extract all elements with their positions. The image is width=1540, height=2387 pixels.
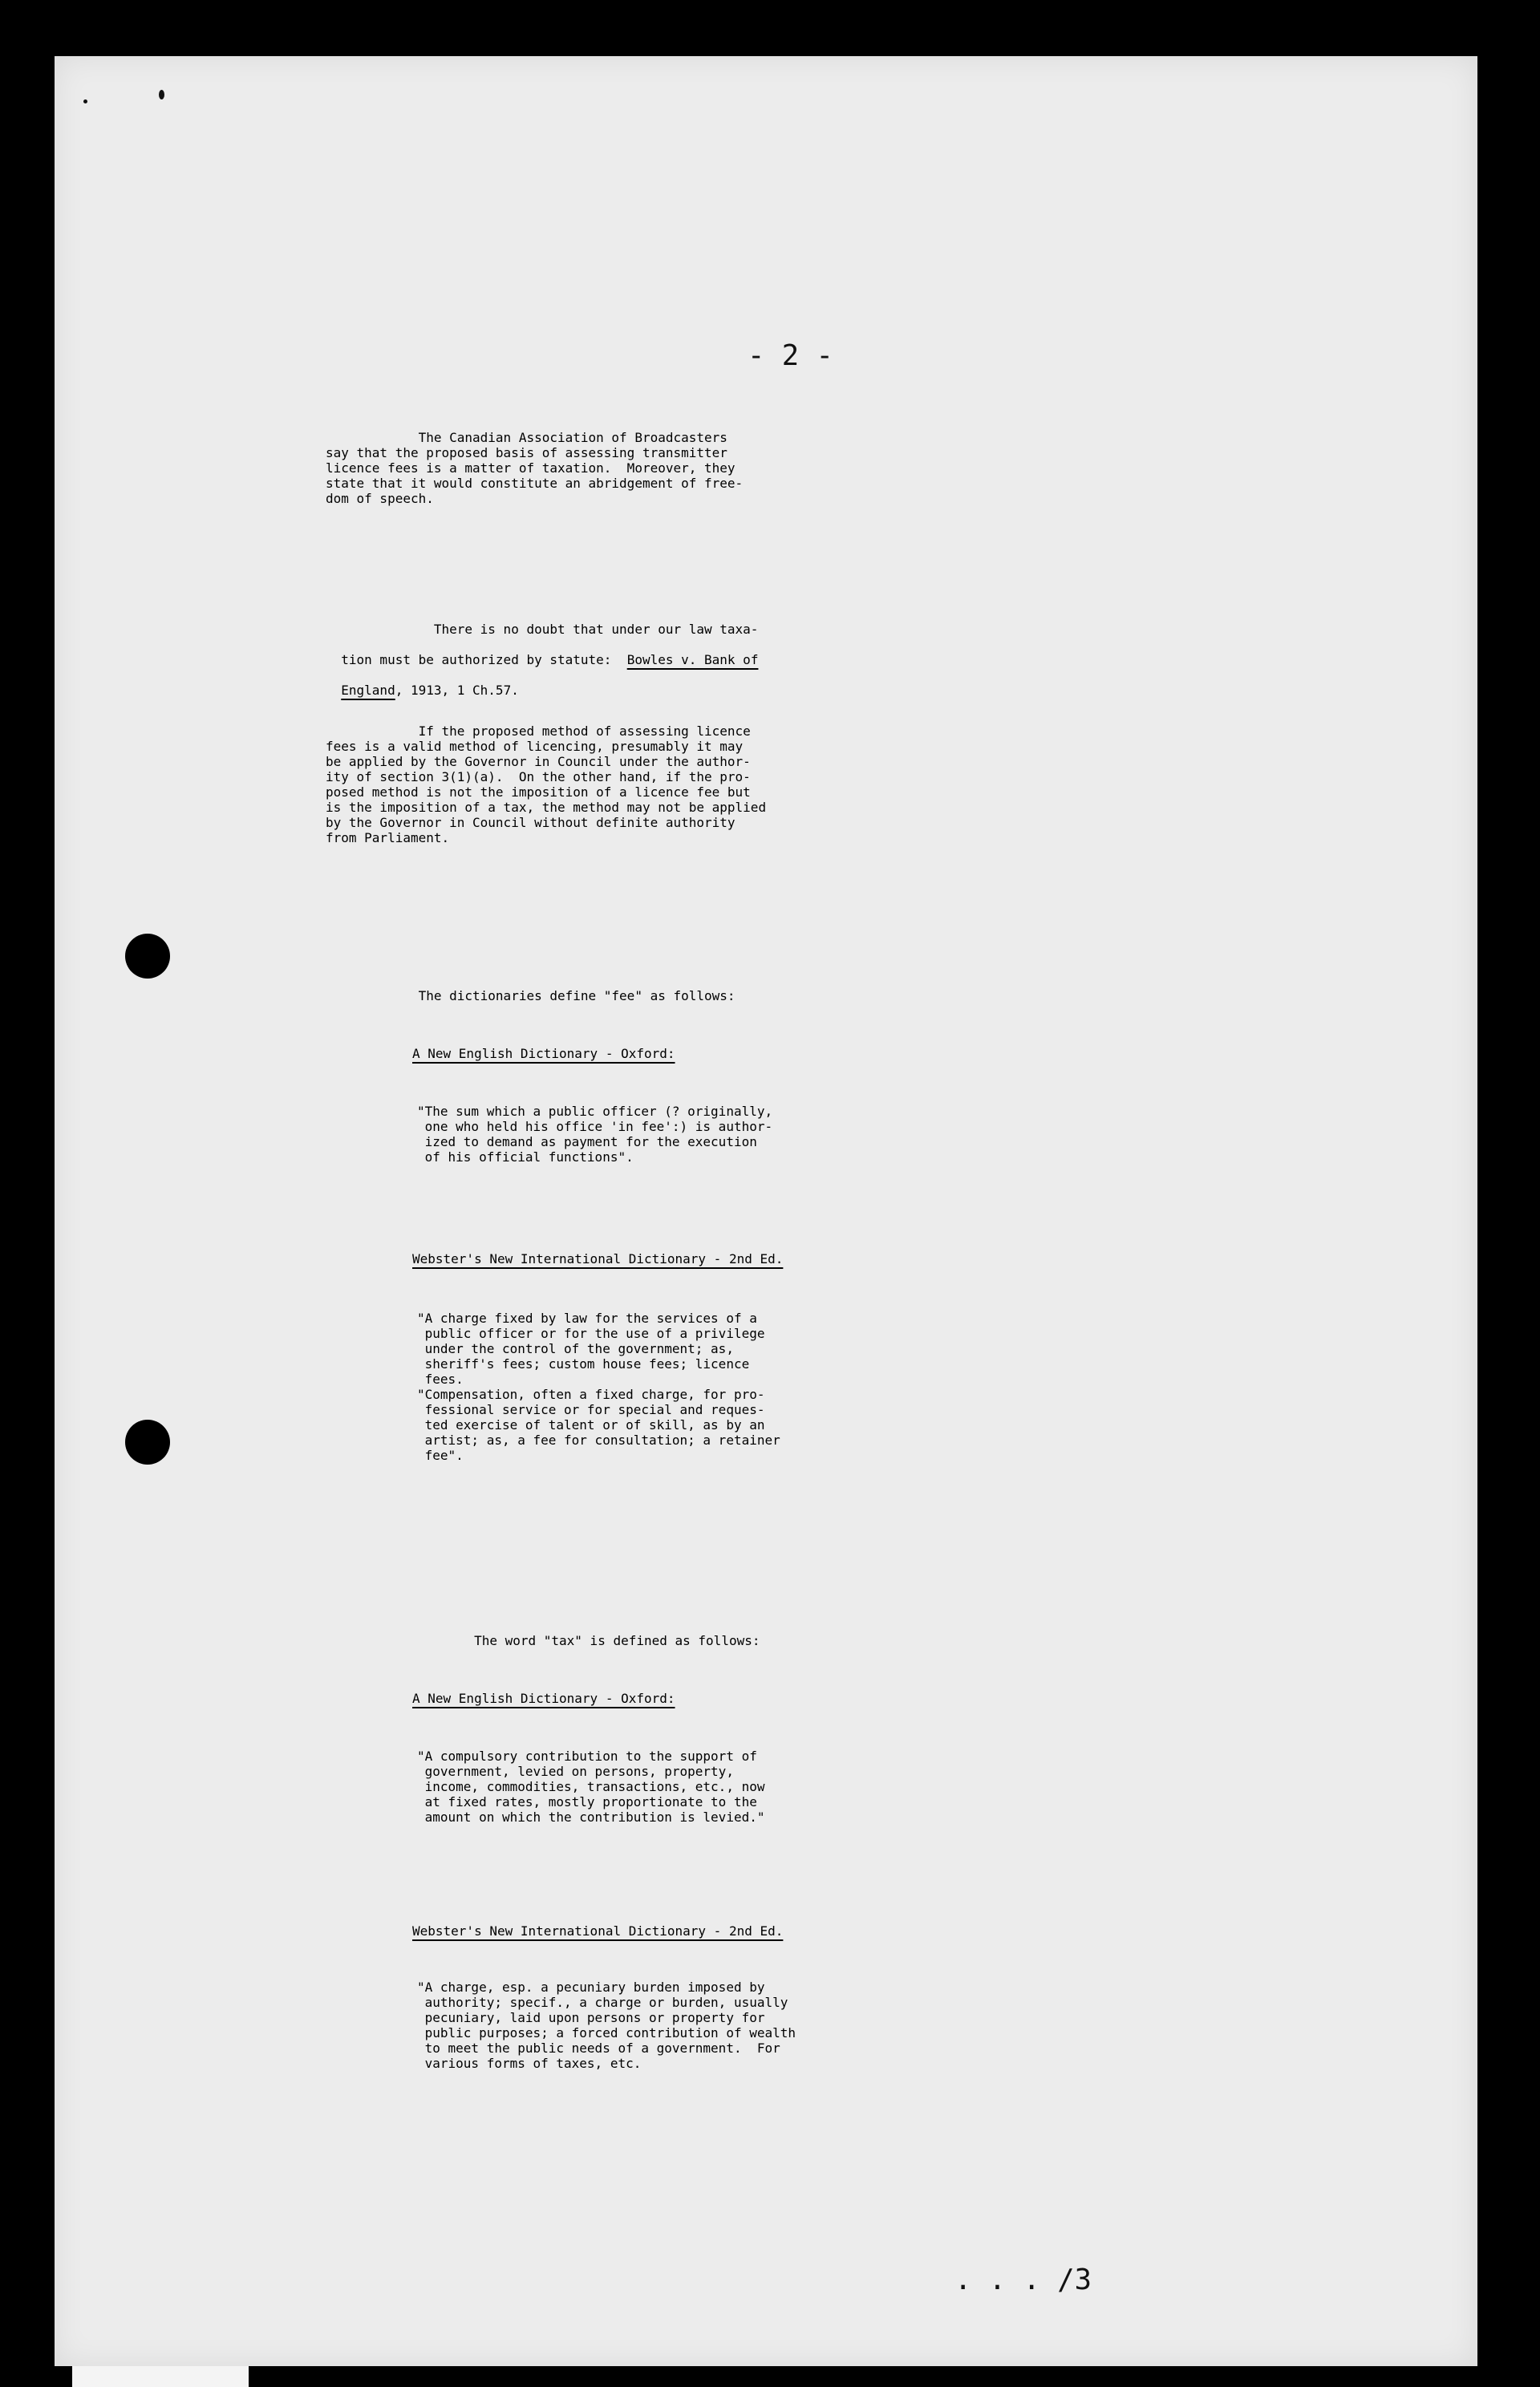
paragraph-fee-intro: The dictionaries define "fee" as follows: <box>326 988 736 1003</box>
quote-webster-tax: "A charge, esp. a pecuniary burden imposed by authority; specif., a charge or burden, usually pecuniary, laid upon persons or property for public purposes; a forced contribution of wealth to meet the public needs of a government. For various forms of taxes, etc. <box>417 1980 796 2071</box>
paper-tab <box>72 2366 249 2387</box>
punch-hole-upper <box>125 934 170 979</box>
punch-hole-lower <box>125 1420 170 1465</box>
quote-webster-fee: "A charge fixed by law for the services of a public officer or for the use of a privilege under the control of the government; as, sheriff's fees; custom house fees; licence fees. "Compensation, often a fixed charge, for pro- fessional service or for special and reques- ted exercise of talent or of skill, as by an artist; as, a fee for consultation; a retainer fee". <box>417 1311 780 1463</box>
quote-oxford-fee: "The sum which a public officer (? originally, one who held his office 'in fee':) is author- ized to demand as payment for the execution of his official functions". <box>417 1104 773 1165</box>
continuation-marker: . . . /3 <box>954 2263 1092 2296</box>
paragraph-broadcasters: The Canadian Association of Broadcasters say that the proposed basis of assessing transmitter licence fees is a matter of taxation. Moreover, they state that it would constitute an abridgement of free- dom of speech. <box>326 430 744 506</box>
case-citation: England <box>341 683 395 698</box>
paragraph-tax-intro: The word "tax" is defined as follows: <box>412 1633 760 1648</box>
heading-oxford-tax: A New English Dictionary - Oxford: <box>412 1691 675 1706</box>
ink-speck <box>83 99 87 103</box>
paragraph-line: tion must be authorized by statute: <box>341 652 627 667</box>
paragraph-line: There is no doubt that under our law taxa- <box>341 622 759 637</box>
paragraph-line: , 1913, 1 Ch.57. <box>395 683 519 698</box>
paragraph-taxation-statute <box>326 606 758 698</box>
ink-speck <box>159 90 164 99</box>
case-citation: Bowles v. Bank of <box>626 652 759 667</box>
heading-webster-tax: Webster's New International Dictionary - 2nd Ed. <box>412 1923 784 1939</box>
quote-oxford-tax: "A compulsory contribution to the support of government, levied on persons, property, income, commodities, transactions, etc., now at fixed rates, mostly proportionate to the amount on which the contribution is levied." <box>417 1749 765 1825</box>
page-number: - 2 - <box>748 339 833 372</box>
heading-oxford-fee: A New English Dictionary - Oxford: <box>412 1046 675 1061</box>
heading-webster-fee: Webster's New International Dictionary - 2nd Ed. <box>412 1251 784 1266</box>
paragraph-licencing-method: If the proposed method of assessing licence fees is a valid method of licencing, presumably it may be applied by the Governor in Council under the author- ity of section 3(1)(a). On the other hand, if the pro- posed method is not the imposition of a licence fee but is the imposition of a tax, the method may not be applied by the Governor in Council without definite authority from Parliament. <box>326 723 767 845</box>
